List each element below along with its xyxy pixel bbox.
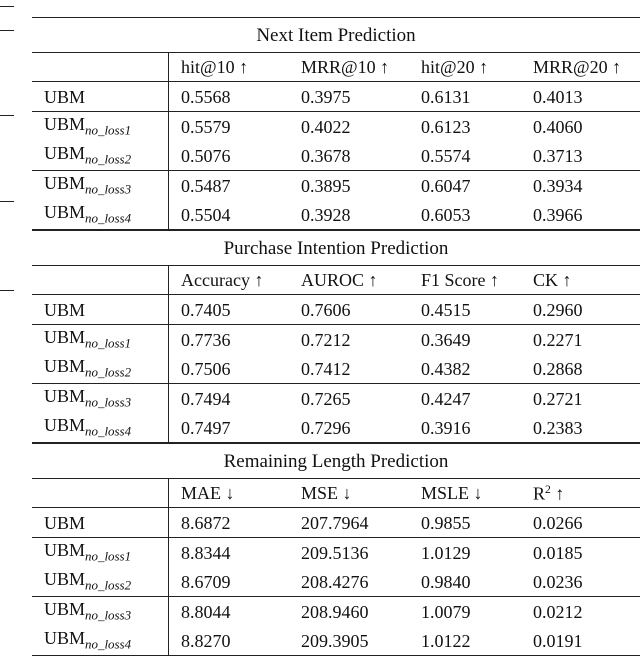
header-cell-empty [32,479,169,508]
header-cell: MRR@10 ↑ [289,53,409,82]
value-cell: 1.0129 [409,538,521,568]
value-cell: 0.3649 [409,325,521,355]
header-cell-empty [32,53,169,82]
value-cell: 0.5568 [169,82,290,112]
value-cell: 1.0079 [409,597,521,627]
value-cell: 8.8344 [169,538,290,568]
value-cell: 0.3916 [421,417,471,438]
value-cell: 0.0266 [521,508,640,538]
model-cell: $UBM_{no\_loss4}$ [32,200,169,230]
value-cell: 0.2868 [533,358,583,379]
value-cell: 0.2383 [533,417,583,438]
table-row [32,384,640,414]
value-cell: 0.2721 [521,384,640,414]
r2-superscript: 2 [545,482,551,496]
value-cell: 0.0185 [521,538,640,568]
model-cell: $UBM_{no\_loss4}$ [32,626,169,656]
header-cell-empty [32,266,169,295]
header-cell: hit@10 ↑ [169,53,290,82]
model-cell: $UBM_{no\_loss3}$ [32,597,169,627]
model-subscript: no_loss2 [85,364,132,380]
value-cell: 0.5504 [181,204,231,225]
header-cell: CK ↑ [521,266,640,295]
model-subscript: no_loss4 [85,636,132,652]
table-row [32,597,640,627]
value-cell: 8.8044 [169,597,290,627]
value-cell: 0.7506 [181,358,231,379]
table-row [32,82,640,112]
value-cell: 0.0191 [521,626,640,656]
section-title: Remaining Length Prediction [32,443,640,479]
value-cell: 0.5487 [169,171,290,201]
value-cell: 0.6053 [421,204,471,225]
value-cell: 208.9460 [289,597,409,627]
header-cell: F1 Score ↑ [409,266,521,295]
value-cell: 0.6131 [409,82,521,112]
left-edge-rule [0,115,14,116]
value-cell: 209.5136 [289,538,409,568]
model-subscript: no_loss1 [85,335,132,351]
left-edge-rule [0,6,14,7]
model-subscript: no_loss4 [85,210,132,226]
value-cell: 0.0212 [521,597,640,627]
value-cell: 207.7964 [289,508,409,538]
table-row [32,325,640,355]
value-cell: 0.5076 [181,145,231,166]
model-subscript: no_loss2 [85,151,132,167]
model-subscript: no_loss3 [85,181,132,197]
left-edge-rule [0,201,14,202]
table-row [32,141,640,171]
value-cell: 0.6123 [409,112,521,142]
value-cell: 0.7296 [301,417,351,438]
table-row [32,112,640,142]
value-cell: 0.4247 [409,384,521,414]
model-cell: $UBM_{no\_loss1}$ [32,325,169,355]
value-cell: 208.4276 [301,571,369,592]
table-row [32,171,640,201]
model-cell: $UBM_{no\_loss1}$ [32,112,169,142]
header-cell-r2: $R^2$ ↑ [521,479,640,508]
value-cell: 0.9855 [409,508,521,538]
section-title: Next Item Prediction [32,18,640,53]
value-cell: 0.9840 [421,571,471,592]
model-cell: $UBM_{no\_loss2}$ [32,354,169,384]
model-subscript: no_loss1 [85,548,132,564]
table-row [32,508,640,538]
header-row [32,266,640,295]
value-cell: 0.0236 [533,571,583,592]
table-row [32,567,640,597]
header-row [32,53,640,82]
value-cell: 0.7606 [289,295,409,325]
value-cell: 0.7212 [289,325,409,355]
value-cell: 0.5579 [169,112,290,142]
table-row [32,413,640,443]
value-cell: 0.5574 [421,145,471,166]
results-table [32,17,640,656]
model-cell: $UBM_{no\_loss3}$ [32,384,169,414]
value-cell: 0.4060 [521,112,640,142]
value-cell: 1.0122 [409,626,521,656]
value-cell: 0.3678 [301,145,351,166]
value-cell: 0.7405 [169,295,290,325]
value-cell: 0.3928 [301,204,351,225]
value-cell: 8.6872 [169,508,290,538]
left-edge-rule [0,30,14,31]
value-cell: 0.6047 [409,171,521,201]
value-cell: 8.8270 [169,626,290,656]
table-row [32,626,640,656]
value-cell: 0.3966 [533,204,583,225]
model-cell: $UBM_{no\_loss4}$ [32,413,169,443]
r2-arrow: ↑ [550,483,565,504]
section-title-row [32,18,640,53]
header-row [32,479,640,508]
model-cell: $UBM_{no\_loss3}$ [32,171,169,201]
model-cell: $UBM_{no\_loss1}$ [32,538,169,568]
model-cell: UBM [32,295,169,325]
model-subscript: no_loss4 [85,423,132,439]
table-row [32,538,640,568]
section-title-row [32,230,640,266]
value-cell: 0.3975 [289,82,409,112]
model-subscript: no_loss3 [85,394,132,410]
header-cell: MSE ↓ [289,479,409,508]
value-cell: 0.7265 [289,384,409,414]
model-subscript: no_loss3 [85,607,132,623]
header-cell: MSLE ↓ [409,479,521,508]
value-cell: 0.7412 [301,358,351,379]
model-subscript: no_loss2 [85,577,132,593]
value-cell: 0.7736 [169,325,290,355]
value-cell: 0.3895 [289,171,409,201]
table-row [32,295,640,325]
header-cell: MRR@20 ↑ [521,53,640,82]
value-cell: 209.3905 [289,626,409,656]
value-cell: 0.7497 [181,417,231,438]
section-title: Purchase Intention Prediction [32,230,640,266]
model-cell: $UBM_{no\_loss2}$ [32,141,169,171]
value-cell: 0.2271 [521,325,640,355]
value-cell: 0.3713 [533,145,583,166]
value-cell: 0.7494 [169,384,290,414]
model-cell: UBM [32,508,169,538]
section-title-row [32,443,640,479]
header-cell: Accuracy ↑ [169,266,290,295]
model-cell: UBM [32,82,169,112]
value-cell: 0.3934 [521,171,640,201]
model-cell: $UBM_{no\_loss2}$ [32,567,169,597]
header-cell: hit@20 ↑ [409,53,521,82]
value-cell: 0.4515 [409,295,521,325]
model-subscript: no_loss1 [85,122,132,138]
header-cell: AUROC ↑ [289,266,409,295]
value-cell: 0.2960 [521,295,640,325]
table-row [32,354,640,384]
table-row [32,200,640,230]
value-cell: 0.4013 [521,82,640,112]
header-cell: MAE ↓ [169,479,290,508]
value-cell: 0.4382 [421,358,471,379]
left-edge-rule [0,290,14,291]
value-cell: 8.6709 [181,571,231,592]
value-cell: 0.4022 [289,112,409,142]
